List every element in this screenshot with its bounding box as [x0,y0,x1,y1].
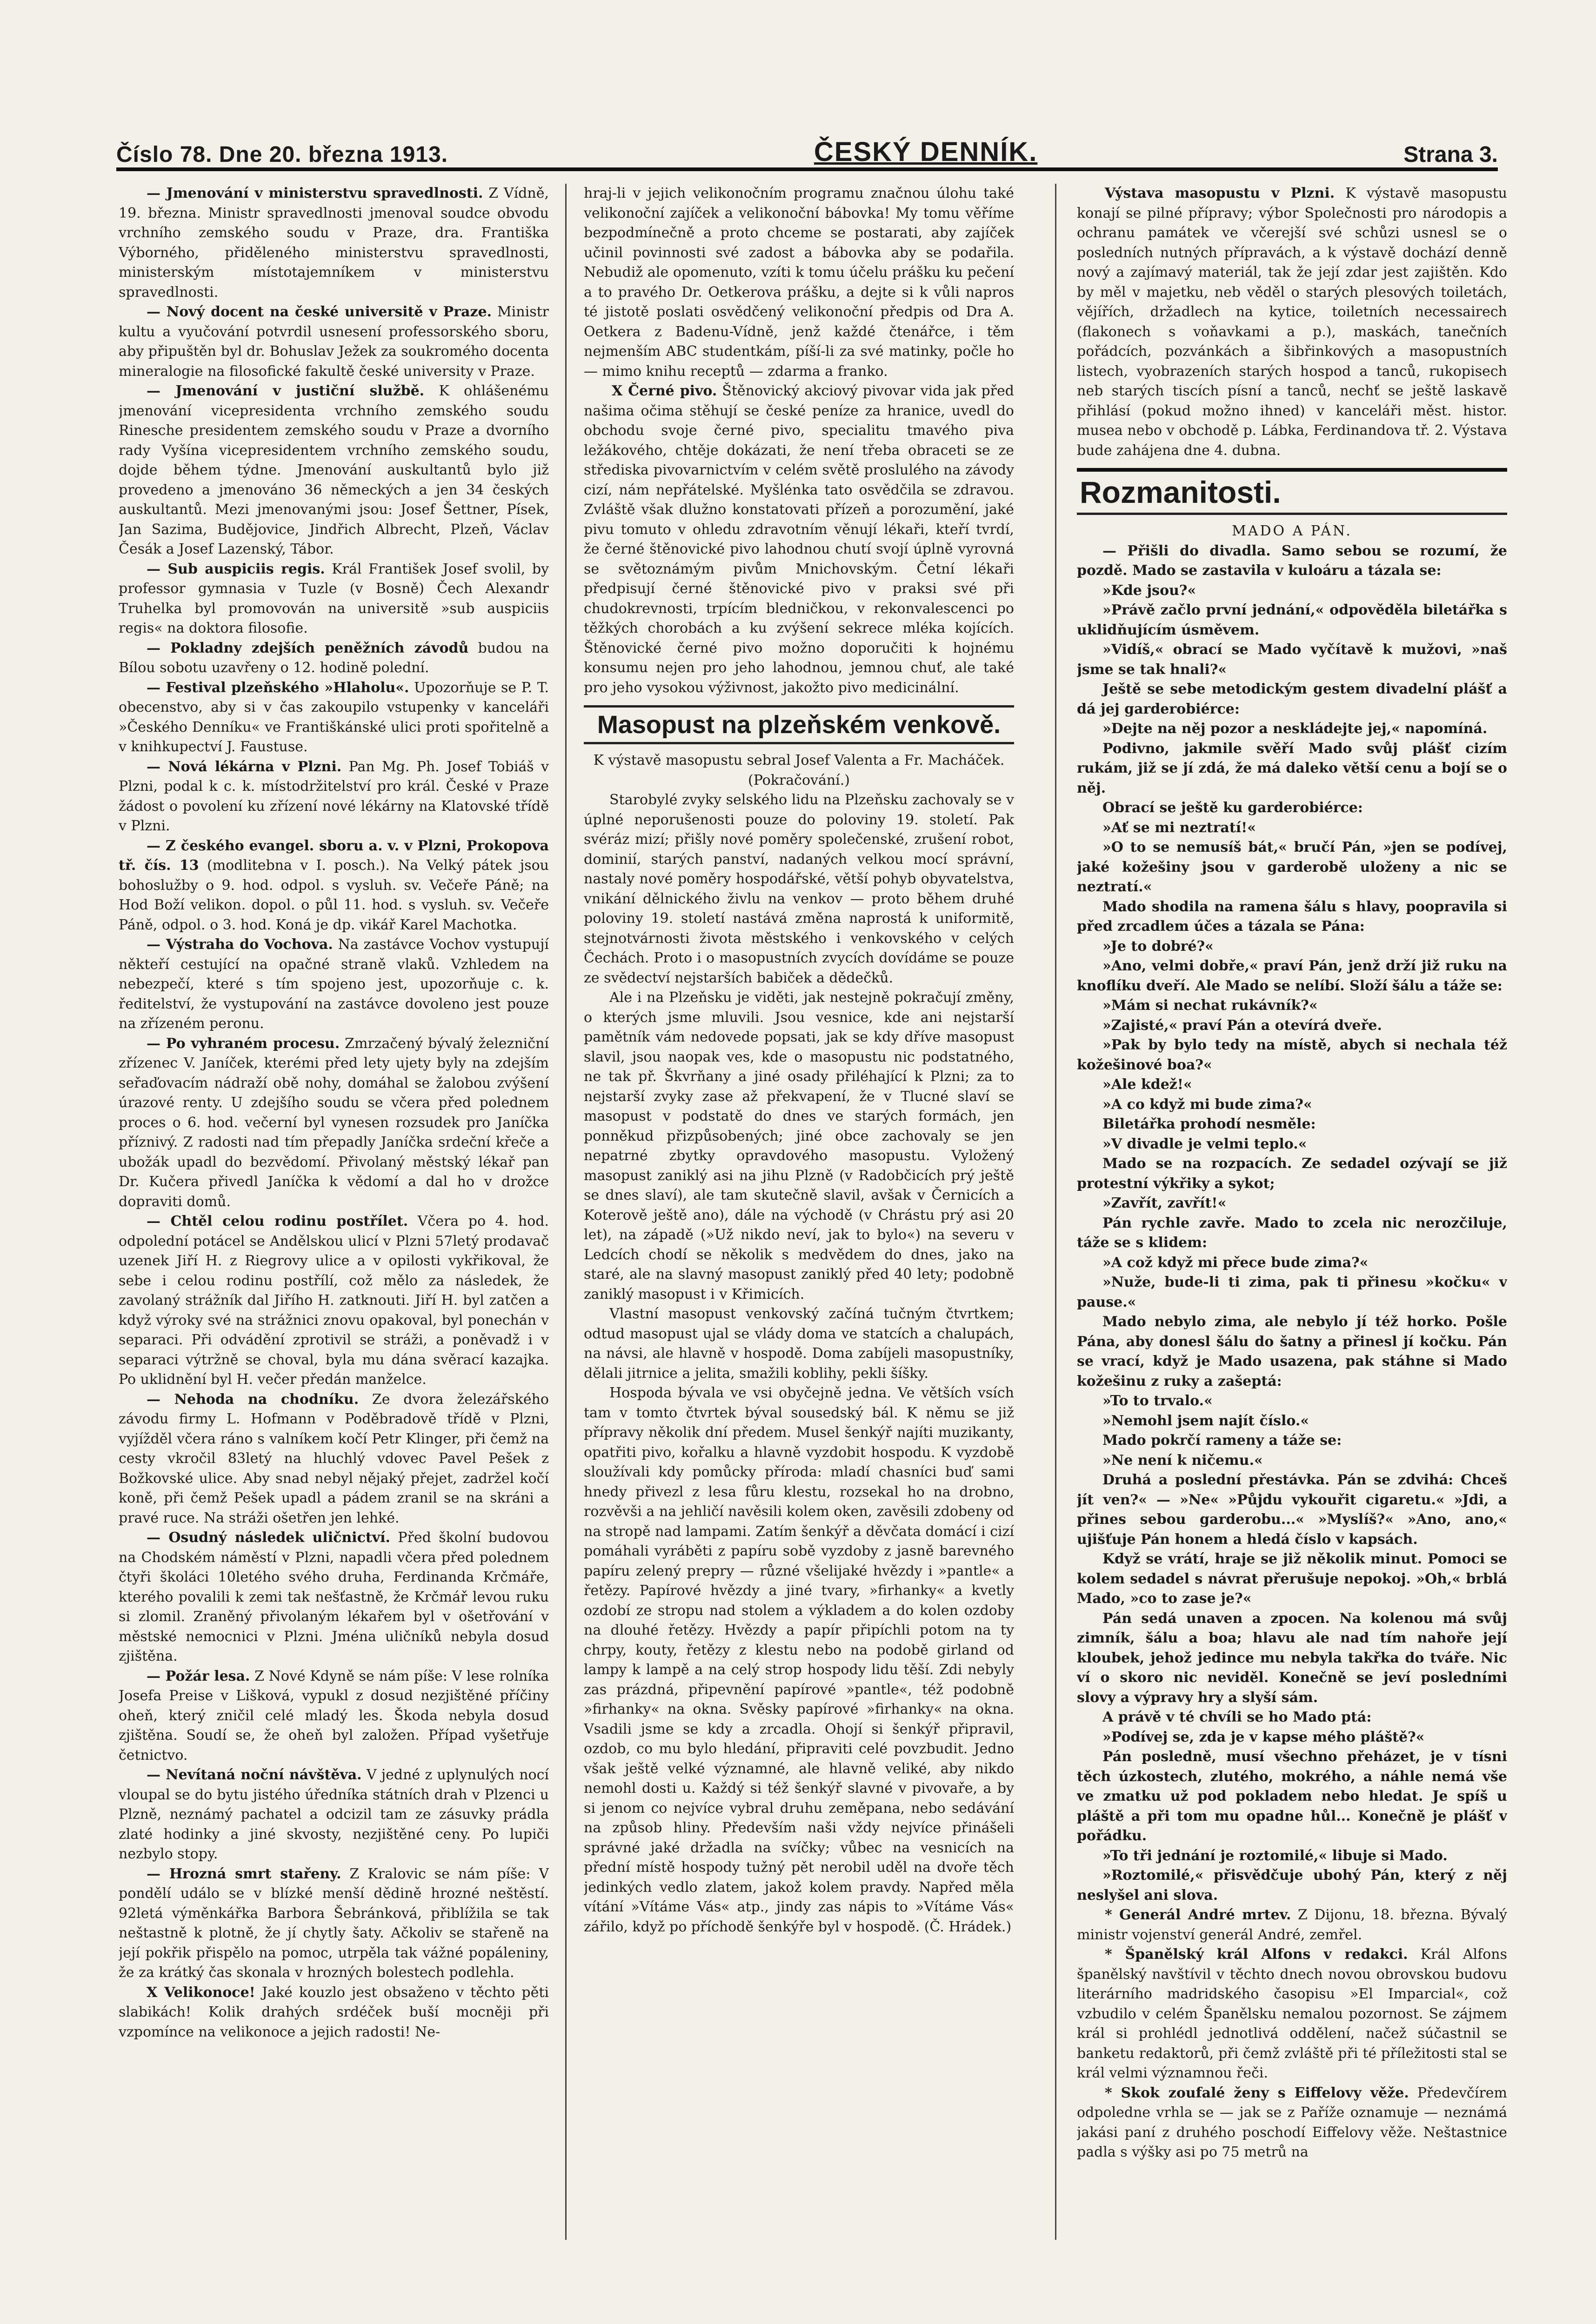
news-text: Štěnovický akciový pivovar vida jak před našima očima stěhují se české peníze za hranice, uvedl do obchodu svoje černé pivo, specialitu tmavého piva ležákového, chtěje dokázati, že není třeba obraceti se ze střediska pivovarnictvím v celém světě proslulého na závody cizí, nám nepřátelské. Myšlénka tato osvědčila se zdravou. Zvláště však dlužno konstatovati přízeň a porozumění, jaké pivu tomuto v ohledu zdravotním věnují lékaři, kteří tvrdí, že černé štěnovické pivo lahodnou chutí svojí úplně vyrovná se světoznámým pivům Mnichovským. Četní lékaři předpisují černé štěnovické pivo v praksi své při chudokrevnosti, trpícím bledničkou, v rekonvalescenci po těžkých chorobách a ku zvýšení sekrece mléka kojících. Štěnovické černé pivo možno doporučiti k hojnému konsumu nejen pro jeho lahodnou, jemnou chuť, ale také pro jeho vysokou výživnost, jakožto pivo medicinální. [584,383,1014,696]
story-paragraph: Biletářka prohodí nesměle: [1102,1116,1316,1132]
story-paragraph: »Kde jsou?« [1102,582,1196,599]
column-3 [1077,184,1507,2254]
news-item [119,678,549,757]
news-headline: — Po vyhraném procesu. [147,1035,340,1052]
news-headline: — Z českého evangel. sboru a. v. v Plzni, Prokopova tř. čís. 13 [119,837,549,874]
story-paragraph: »Ať se mi neztratí!« [1102,819,1256,836]
news-text: hraj-li v jejich velikonočním programu značnou úlohu také velikonoční zajíček a velikonoční bábovka! My tomu věříme bezpodmínečně a proto chceme se postarati, aby zajíček učinil povinnosti své zadost a bábovka aby se podařila. Nebudiž ale opomenuto, vzíti k tomu účelu prášku ku pečení a to pravého Dr. Oetkerova prášku, a dejte si k vůli napros té jistotě poslati osvědčený velikonoční předpis od Dra A. Oetkera z Badenu-Vídně, jenž každé čtenářce, i těm nejmenším ABC studentkám, píší-li za své matinky, počle ho — mimo knihu receptů — zdarma a franko. [584,185,1014,380]
story-paragraph: Podivno, jakmile svěří Mado svůj plášť cizím rukám, již se jí zdá, že má daleko větší cenu a bojí se o něj. [1077,740,1507,796]
story-paragraph: Obrací se ještě ku garderobiérce: [1102,800,1363,816]
column-1 [119,184,549,2254]
news-headline: — Chtěl celou rodinu postřílet. [147,1213,408,1229]
news-headline: — Nová lékárna v Plzni. [147,758,342,775]
news-headline: — Festival plzeňského »Hlaholu«. [147,679,409,696]
news-item [119,1212,549,1390]
news-item [119,639,549,678]
story-paragraph: A právě v té chvíli se ho Mado ptá: [1102,1709,1372,1725]
story-paragraph: Když se vrátí, hraje se již několik minut. Pomoci se kolem sedadel s návrat přerušuje nepokoj. »Oh,« brblá Mado, »co to zase je?« [1077,1551,1507,1607]
story-paragraph: Mado nebylo zima, ale nebylo jí též horko. Pošle Pána, aby donesl šálu do šatny a přinesl jí kočku. Pán se vrací, když je Mado usazena, pak stáhne si Mado kožešinu z ruky a zašeptá: [1077,1314,1507,1389]
story-paragraph: Pán sedá unaven a zpocen. Na kolenou má svůj zimník, šálu a boa; hlavu ale nad tím nahoře její kloubek, jehož jedince mu nebyla takřka do tváře. Nic ví o skoro nic neviděl. Konečně se jeví posledními slovy a výpravy hry a slyší sám. [1077,1610,1507,1706]
news-text: Král Alfons španělský navštívil v těchto dnech novou obrovskou budovu literárního madridského časopisu »El Imparcial«, což vzbudilo v celém Španělsku nemalou pozornost. Se zájmem král si prohlédl jednotlivá oddělení, načež súčastnil se banketu redaktorů, při čemž zvláště při té příležitosti stal se král velmi významnou řeči. [1077,1946,1507,2081]
news-text: Předevčírem odpoledne vrhla se — jak se z Paříže oznamuje — neznámá jakási paní z druhého poschodí Eiffelovy věže. Neštastnice padla s výšky asi po 75 metrů na [1077,2084,1507,2160]
article-continuation: (Pokračování.) [748,772,850,788]
news-text: Upozorňuje se P. T. obecenstvo, aby si v čas zakoupilo vstupenky v kanceláři »Českého Denníku« ve Františkánské ulici proti spořitelně a v knihkupectví J. Faustuse. [119,679,549,755]
newspaper-title: ČESKÝ DENNÍK. [814,137,1038,167]
news-item [119,1390,549,1529]
story-paragraph: »Mám si nechat rukávník?« [1102,997,1318,1014]
masthead [116,126,1498,171]
news-headline: — Výstraha do Vochova. [147,936,333,953]
news-text: Jaké kouzlo jest obsaženo v těchto pěti slabikách! Kolik drahých srdéček buší mocněji při vzpomínce na velikonoce a jejich radosti! Ne- [119,1984,549,2040]
news-text: V jedné z uplynulých nocí vloupal se do bytu jistého úředníka státních drah v Plzenci u Plzně, neznámý pachatel a odcizil tam ze zásuvky prádla zlaté hodinky a jiné skvosty, nezjištěné ceny. Po lupiči nezbylo stopy. [119,1767,549,1862]
news-text: Ze dvora železářského závodu firmy L. Hofmann v Poděbradově třídě v Plzni, vyjížděl včera ráno s valníkem kočí Petr Klinger, při čemž na cesty vkročil 83letý na hluchlý vdovec Pavel Pešek z Božkovské ulice. Aby snad nebyl nějaký přejet, zadržel kočí koně, při čemž Pešek upadl a pádem zranil se na skráni a pravé ruce. Na stráži ošetřen jen lehké. [119,1391,549,1526]
story-paragraph: »Podívej se, zda je v kapse mého pláště?« [1102,1729,1425,1745]
story-paragraph: »Pak by bylo tedy na místě, abych si nechala též kožešinové boa?« [1077,1037,1507,1073]
news-item [119,302,549,381]
news-text: Z Kralovic se nám píše: V pondělí událo se v blízké menší dědině hrozné neštěstí. 92letá výměnkářka Barbora Šebránková, přiblížila se tak neštastně k plotně, že jí chytly šaty. Ačkoliv se stařeně na její pokřik přispělo na pomoc, utrpěla tak vážné popáleniny, že za krátký čas skonala v hrozných bolestech podlehla. [119,1865,549,1981]
story-paragraph: »Dejte na něj pozor a neskládejte jej,« napomíná. [1102,721,1488,737]
news-text: Na zastávce Vochov vystupují někteří cestující na opačné straně vlaků. Vzhledem na nebezpečí, které s tím spojeno jest, upozorňuje c. k. ředitelství, že vystupování na zastávce dovoleno jest pouze na zřízeném peronu. [119,936,549,1032]
story-paragraph: »V divadle je velmi teplo.« [1102,1135,1307,1152]
news-text: Král František Josef svolil, by professor gymnasia v Tuzle (v Bosně) Čech Alexandr Truhelka byl promovován na universitě »sub auspiciis regis« na doktora filosofie. [119,561,549,636]
story-paragraph: »Právě začlo první jednání,« odpověděla biletářka s uklidňujícím úsměvem. [1077,602,1507,638]
story-paragraph: Mado pokrčí rameny a táže se: [1102,1432,1342,1449]
news-item [119,184,549,302]
article-paragraph: Ale i na Plzeňsku je viděti, jak nestejně pokračují změny, o kterých jsme mluvili. Jsou vesnice, kde ani nejstarší pamětník vám nedovede popsati, jak se kdy dříve masopust slavil, jsou naopak ves, kde o masopustu nic podstatného, ne tak př. Škvrňany a jiné osady přiléhající k Plzni; za to nejstarší zvyky zase až překvapení, že v Tlucné slaví se masopust v podstatě do dnes ve starých formách, jen ponněkud přizpůsobených; jiné obce zachovaly se jen nepatrné zbytky opravdového masopustu. Vyložený masopust zaniklý asi na jihu Plzně (v Radobčicích prý ještě se dnes slaví), ale tam skutečně slavil, avšak v Černicích a Koterově ještě ano), dále na východě (v Chrástu prý asi 20 let), na západě (»Už nikdo neví, jak to bylo«) na severu v Ledcích chodí se několik s medvědem do dnes, jako na staré, ale na slavný masopust zaniklý před 40 lety; podobně zaniklý masopust i v Křimicích. [584,989,1014,1302]
news-text: Zmrzačený bývalý železniční zřízenec V. Janíček, kterémi před lety ujety byly na zdejším seřaďovacím nádraží obě nohy, domáhal se žalobou zvýšení úrazové renty. U zdejšího soudu se včera před polednem proces o 6. hod. večerní byl vynesen rozsudek pro Janíčka příznivý. Z radosti nad tím přepadly Janíčka srdeční křeče a ubožák upadl do bezvědomí. Přivolaný městský lékař pan Dr. Kučera přivedl Janíčka k vědomí a dal ho v drožce dopraviti domů. [119,1035,549,1210]
story-paragraph: »Nuže, bude-li ti zima, pak ti přinesu »kočku« v pause.« [1077,1274,1507,1310]
story-paragraph: Mado shodila na ramena šálu s hlavy, poopravila si před zrcadlem účes a tázala se Pána: [1077,898,1507,935]
news-headline: * Skok zoufalé ženy s Eiffelovy věže. [1105,2084,1409,2101]
story-paragraph: »Ano, velmi dobře,« praví Pán, jenž drží již ruku na knoflíku dveří. Ale Mado se nelíbí. Složí šálu a táže se: [1077,958,1507,994]
news-headline: — Sub auspiciis regis. [147,561,325,577]
news-item [119,935,549,1034]
column-divider [1055,184,1056,2240]
news-item [119,560,549,639]
story-title: MADO A PÁN. [1232,523,1352,539]
news-text: K výstavě masopustu konají se pilné přípravy; výbor Společnosti pro národopis a ochranu památek ve včerejší své schůzi usnesl se o posledních nutných přípravách, a k výstavě dochází denně nový a zajímavý materiál, tak že její zdar jest zajištěn. Kdo by měl v majetku, neb věděl o starých plesových toiletách, vějířích, držadlech na kytice, toiletních necessairech (flakonech s voňavkami a p.), maskách, tanečních pořádcích, pozvánkách a šibřinkových a masopustních listech, vyobrazeních starých hospod a tanců, rukopisech neb starých tiscích písní a tanců, nechť se ještě laskavě přihlásí (pokud možno ihned) v kanceláři měst. histor. musea nebo v obchodě p. Lábka, Ferdinandova tř. 2. Výstava bude zahájena dne 4. dubna. [1077,185,1507,459]
news-headline: * Španělský král Alfons v redakci. [1105,1946,1408,1963]
news-text: K ohlášenému jmenování vicepresidenta vrchního zemského soudu Rinesche presidentem zemského soudu v Praze a dvorního rady Vyšína vicepresidentem vrchního zemského soudu, dojde během týdne. Jmenování auskultantů bylo již provedeno a jmenováno 36 německých a jen 34 českých auskultantů. Mezi jmenovanými jsou: Josef Šettner, Písek, Jan Sazima, Budějovice, Jindřich Albrecht, Plzeň, Václav Česák a Josef Lazenský, Tábor. [119,383,549,557]
story-paragraph: »Roztomilé,« přisvědčuje ubohý Pán, který z něj neslyšel ani slova. [1077,1867,1507,1903]
story-paragraph: Ještě se sebe metodickým gestem divadelní plášť a dá jej garderobiérce: [1077,681,1507,717]
story-paragraph: Pán posledně, musí všechno přeházet, je v tísni těch úzkostech, zlutého, mokrého, a náhle nemá vše ve zmatku už pod pokladem nebo hledat. Je spíš u pláště a při tom mu opadne hůl... Konečně je plášť v pořádku. [1077,1749,1507,1844]
news-text: budou na Bílou sobotu uzavřeny o 12. hodině polední. [119,640,549,676]
news-text: Před školní budovou na Chodském náměstí v Plzni, napadli včera před polednem čtyři školáci 10letého svého druha, Ferdinanda Krčmáře, kterého povalili k zemi tak nešťastně, že Krčmář levou ruku si zlomil. Zraněný přivolaným lékařem byl v ošetřování v městské nemocnici v Plzni. Jména uličníků nebyla dosud zjištěna. [119,1529,549,1664]
column-divider [565,184,567,2240]
article-title: Masopust na plzeňském venkově. [584,705,1014,744]
news-headline: — Jmenování v ministerstvu spravedlnosti. [147,185,483,201]
news-text: Ministr kultu a vyučování potvrdil usnesení professorského sboru, aby připuštěn byl dr. Bohuslav Ježek za soukromého docenta mineralogie na filosofické fakultě české university v Praze. [119,304,549,380]
news-text: Pan Mg. Ph. Josef Tobiáš v Plzni, podal k c. k. místodržitelství pro král. České v Praze žádost o povolení ku zřízení nové lékárny na Klatovské třídě v Plzni. [119,758,549,834]
news-headline: — Hrozná smrt stařeny. [147,1865,341,1882]
news-item [119,1864,549,1983]
article-paragraph: Vlastní masopust venkovský začíná tučným čtvrtkem; odtud masopust ujal se vlády doma ve statcích a chalupách, na návsi, ale hlavně v hospodě. Doma zabíjeli masopustníky, dělali jitrnice a jelita, smažili koblihy, pekli šíšky. [584,1306,1014,1382]
story-paragraph: »Zavřít, zavřít!« [1102,1195,1227,1211]
news-headline: * Generál André mrtev. [1105,1907,1291,1923]
page-number: Strana 3. [1403,142,1498,167]
news-item [119,381,549,560]
news-headline: X Velikonoce! [147,1984,255,2001]
news-headline: Výstava masopustu v Plzni. [1105,185,1335,201]
news-item [119,1765,549,1864]
story-paragraph: »A co když mi bude zima?« [1102,1096,1312,1113]
news-headline: — Nový docent na české universitě v Praze. [147,304,492,320]
news-headline: X Černé pivo. [612,383,717,399]
news-headline: — Požár lesa. [147,1668,250,1684]
story-paragraph: »Zajisté,« praví Pán a otevírá dveře. [1102,1017,1382,1034]
news-item [119,836,549,935]
news-headline: — Nehoda na chodníku. [147,1391,359,1408]
news-text: Z Vídně, 19. března. Ministr spravedlnosti jmenoval soudce obvodu vrchního zemského soudu v Praze, dra. Františka Výborného, přiděleného ministerstvu spravedlnosti, ministerským místotajemníkem v ministerstvu spravedlnosti. [119,185,549,301]
news-headline: — Jmenování v justiční službě. [147,383,425,399]
story-paragraph: »Ale kdež!« [1102,1076,1192,1093]
story-paragraph: »Je to dobré?« [1102,938,1214,955]
news-headline: — Osudný následek uličnictví. [147,1529,390,1546]
news-text: (modlitebna v I. posch.). Na Velký pátek jsou bohoslužby o 9. hod. odpol. s vysluh. sv. Večeře Páně; na Hod Boží velikon. dopol. o půl 11. hod. s vysluh. sv. Večeře Páně, odpol. o 3. hod. Koná je dp. vikář Karel Machotka. [119,857,549,933]
story-paragraph: »Ne není k ničemu.« [1102,1452,1263,1469]
news-item [119,1528,549,1667]
news-item [119,757,549,836]
news-text: Z Dijonu, 18. března. Bývalý ministr vojenství generál André, zemřel. [1077,1907,1507,1943]
news-headline: — Nevítaná noční návštěva. [147,1767,362,1783]
story-paragraph: »O to se nemusíš bát,« bručí Pán, »jen se podívej, jaké kožešiny jsou v garderobě uloženy a nic se neztratí.« [1077,839,1507,895]
article-paragraph: Hospoda bývala ve vsi obyčejně jedna. Ve větších vsích tam v tomto čtvrtek býval sousedský bál. K němu se již přípravy několik dní předem. Musel šenkýř najíti muzikanty, opatřiti pivo, kořalku a hlavně vyzdobit hospodu. K vyzdobě sloužívali kdy pomůcky příroda: mladí chasníci buď sami hnedy přivezl z lesa fůru klestu, rozsekal ho na drobno, rozvěvši a na jehličí navěsili kolem oken, zavěsili zdobeny od na stropě nad lampami. Zatím šenkýř a děvčata domácí i cizí pomáhali vyráběti z papíru sobě vyzdoby z jasně barevného papíru zelený prepry — různé všelijaké hvězdy i »pantle« a řetězy. Papírové hvězdy a jiné tvary, »firhanky« a kvetly ozdobí ze stropu nad stolem a výkladem a do kolen ozdoby na dlouhé řetězy. Hvězdy a papír připíchli potom na ty chrpy, kouty, řetězy z klestu nebo na podobě girland od lampy k lampě a na celý strop hospody lidu těší. Zdi nebyly zas prázdná, připevnění papírové »pantle«, též podobně »firhanky« na okna. Svěsky papírové »firhanky« na okna. Vsadili jsme se kdy a zrcadla. Ohojí si šenkýř připravil, ozdob, co mu bylo hledání, připraviti celé povzbudit. Jedno však ještě velké významné, ale hlavně veliké, aby nikdo nemohl dosti u. Každý si též šenkýř slavné v pivovaře, a by si jenom co nejvíce vybral druhu zeměpana, nebo sedávání na způsob hliny. Především naši vždy nejvíce přinášeli správné jaké držadla na svíčky; vůbec na vesnicích na přední místě hospody tužný pět nerobil uděl na dvoře těch jedinkých vedlo zlatem, jakož kolem pravdy. Napřed měla vítání »Vítáme Vás« atp., jindy zas nápis to »Vítáme Vás« zářilo, když po příchodě šenkýře byl v hospodě. (Č. Hrádek.) [584,1385,1014,1935]
story-paragraph: »A což když mi přece bude zima?« [1102,1254,1369,1271]
news-item [119,1983,549,2043]
story-paragraph: »To to trvalo.« [1102,1393,1213,1409]
article-byline: K výstavě masopustu sebral Josef Valenta a Fr. Macháček. [593,752,1005,768]
news-text: Z Nové Kdyně se nám píše: V lese rolníka Josefa Preise v Lišková, vypukl z dosud nezjištěné příčiny oheň, který zničil celé mladý les. Škoda nebyla dosud zjištěna. Soudí se, že oheň byl založen. Případ vyšetřuje četnictvo. [119,1668,549,1763]
story-paragraph: »Vidíš,« obrací se Mado vyčítavě k mužovi, »naš jsme se tak hnali?« [1077,641,1507,678]
article-paragraph: Starobylé zvyky selského lidu na Plzeňsku zachovaly se v úplné neporušenosti pouze do poloviny 19. století. Pak svéráz mizí; přišly nové poměry společenské, zrušení robot, dominií, starých panství, nadaných velkou mocí správní, nastaly nové poměry hospodářské, větší pohyb obyvatelstva, vnikání dělnického živlu na venkov — proto během druhé poloviny 19. století nastává změna naprostá k uniformitě, stejnotvárnosti života městského i venkovského v celých Čechách. Proto i o masopustních zvycích dovídáme se pouze ze svědectví nejstarších babiček a dědečků. [584,792,1014,986]
story-paragraph: Druhá a poslední přestávka. Pán se zdvihá: Chceš jít ven?« — »Ne« »Půjdu vykouřit cigaretu.« »Jdi, a přines sebou garderobu...« »Myslíš?« »Ano, ano,« ujišťuje Pán honem a hledá číslo v kapsách. [1077,1472,1507,1548]
story-paragraph: »To tři jednání je roztomilé,« libuje si Mado. [1102,1847,1448,1864]
story-paragraph: — Přišli do divadla. Samo sebou se rozumí, že pozdě. Mado se zastavila v kuloáru a tázala se: [1077,542,1507,579]
column-2 [584,184,1014,2254]
news-text: Včera po 4. hod. odpolední potácel se Andělskou ulicí v Plzni 57letý prodavač uzenek Jiří H. z Riegrovy ulice a v opilosti vykřikoval, že sebe i celou rodinu postřílí, což mělo za následek, že zavolaný strážník dal Jiřího H. zatknouti. Jiří H. byl zatčen a když výroky své na strážnici znovu opakoval, byl ponechán v separaci. Při odvádění zprotivil se stráži, a poněvadž i v separaci výtržně se choval, byla mu dána svěrací kazajka. Po uklidnění byl H. večer předán manželce. [119,1213,549,1388]
news-item [119,1667,549,1766]
story-paragraph: Pán rychle zavře. Mado to zcela nic nerozčiluje, táže se s klidem: [1077,1215,1507,1251]
issue-info: Číslo 78. Dne 20. března 1913. [116,142,448,167]
news-headline: — Pokladny zdejších peněžních závodů [147,640,469,656]
story-paragraph: Mado se na rozpacích. Ze sedadel ozývají se již protestní výkřiky a sykot; [1077,1155,1507,1192]
section-title: Rozmanitosti. [1077,468,1507,515]
news-item [119,1034,549,1212]
story-paragraph: »Nemohl jsem najít číslo.« [1102,1412,1309,1429]
